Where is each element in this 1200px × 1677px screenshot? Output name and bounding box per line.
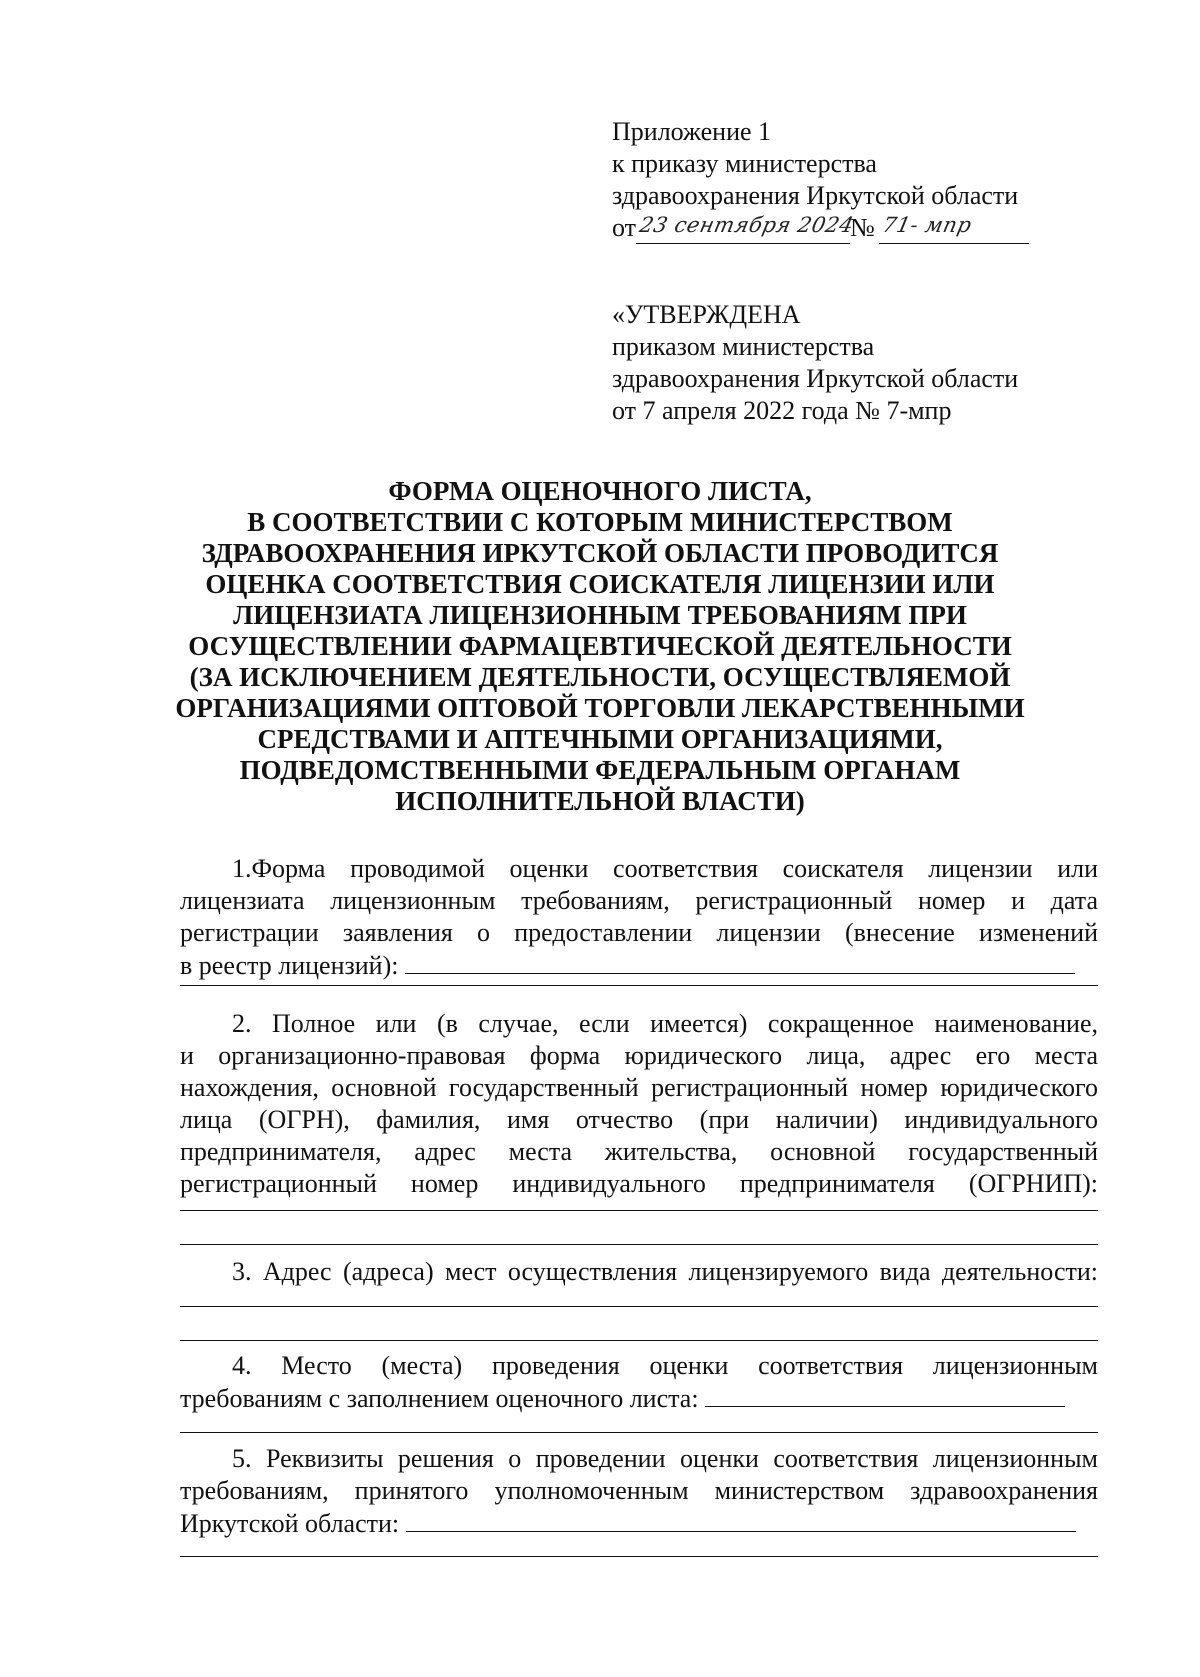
title-line: ПОДВЕДОМСТВЕННЫМИ ФЕДЕРАЛЬНЫМ ОРГАНАМ xyxy=(239,755,961,785)
item-1-line xyxy=(180,949,1098,982)
number-field xyxy=(879,213,1029,244)
document-title xyxy=(150,476,1050,817)
title-line: СРЕДСТВАМИ И АПТЕЧНЫМИ ОРГАНИЗАЦИЯМИ, xyxy=(257,724,943,754)
title-line: ОСУЩЕСТВЛЕНИИ ФАРМАЦЕВТИЧЕСКОЙ ДЕЯТЕЛЬНОСТИ xyxy=(188,631,1012,661)
item-4-blank-line[interactable] xyxy=(180,1432,1098,1433)
approved-line-3: здравоохранения Иркутской области xyxy=(612,364,1019,393)
title-line: ОЦЕНКА СООТВЕТСТВИЯ СОИСКАТЕЛЯ ЛИЦЕНЗИИ ИЛИ xyxy=(205,569,995,599)
title-line: (ЗА ИСКЛЮЧЕНИЕМ ДЕЯТЕЛЬНОСТИ, ОСУЩЕСТВЛЯЕМОЙ xyxy=(189,662,1011,692)
approval-header xyxy=(612,299,1018,427)
item-3-blank-line[interactable] xyxy=(180,1306,1098,1307)
item-5-last-text: Иркутской области: xyxy=(180,1509,400,1538)
item-2-line: 2. Полное или (в случае, если имеется) сокращенное наименование, xyxy=(232,1009,1098,1038)
item-2-line: предпринимателя, адрес места жительства, основной государственный xyxy=(180,1137,1098,1166)
item-2-line: регистрационный номер индивидуального предпринимателя (ОГРНИП): xyxy=(180,1169,1098,1198)
item-5-line: требованиям, принятого уполномоченным министерством здравоохранения xyxy=(180,1476,1098,1505)
approved-line-4: от 7 апреля 2022 года № 7-мпр xyxy=(612,396,952,425)
item-5 xyxy=(180,1443,1098,1540)
item-5-line: 5. Реквизиты решения о проведении оценки соответствия лицензионным xyxy=(232,1444,1098,1473)
item-2-line: нахождения, основной государственный регистрационный номер юридического xyxy=(180,1073,1098,1102)
title-line: ЛИЦЕНЗИАТА ЛИЦЕНЗИОННЫМ ТРЕБОВАНИЯМ ПРИ xyxy=(233,600,967,630)
item-2 xyxy=(180,1008,1098,1200)
item-5-blank-line[interactable] xyxy=(180,1556,1098,1557)
appendix-line-3: здравоохранения Иркутской области xyxy=(612,181,1019,210)
title-line: В СООТВЕТСТВИИ С КОТОРЫМ МИНИСТЕРСТВОМ xyxy=(247,507,953,537)
title-line: ЗДРАВООХРАНЕНИЯ ИРКУТСКОЙ ОБЛАСТИ ПРОВОДИТСЯ xyxy=(201,538,999,568)
item-1-last-text: в реестр лицензий): xyxy=(180,951,399,980)
item-2-blank-line[interactable] xyxy=(180,1210,1098,1211)
approved-line-2: приказом министерства xyxy=(612,332,875,361)
handwritten-number: 71- мпр xyxy=(880,213,974,237)
approved-line-1: «УТВЕРЖДЕНА xyxy=(612,300,801,329)
item-1-line: регистрации заявления о предоставлении лицензии (внесение изменений xyxy=(180,918,1098,947)
date-prefix: от xyxy=(612,213,637,242)
title-line: ФОРМА ОЦЕНОЧНОГО ЛИСТА, xyxy=(388,476,812,506)
item-5-line xyxy=(180,1507,1098,1540)
date-field xyxy=(636,213,857,244)
title-line: ИСПОЛНИТЕЛЬНОЙ ВЛАСТИ) xyxy=(395,786,805,816)
item-4-line xyxy=(180,1382,1098,1415)
appendix-line-1: Приложение 1 xyxy=(612,117,772,146)
item-4 xyxy=(180,1350,1098,1415)
item-3-line: 3. Адрес (адреса) мест осуществления лицензируемого вида деятельности: xyxy=(232,1257,1098,1286)
item-2-line: лица (ОГРН), фамилия, имя отчество (при наличии) индивидуального xyxy=(180,1105,1098,1134)
item-1-blank-field[interactable] xyxy=(405,949,1075,974)
item-4-last-text: требованиям с заполнением оценочного листа: xyxy=(180,1384,699,1413)
appendix-line-2: к приказу министерства xyxy=(612,149,877,178)
item-4-line: 4. Место (места) проведения оценки соответствия лицензионным xyxy=(232,1351,1098,1380)
appendix-date-line xyxy=(612,212,1029,244)
item-2-blank-line[interactable] xyxy=(180,1244,1098,1245)
item-3 xyxy=(180,1256,1098,1288)
handwritten-date: 23 сентября 2024 xyxy=(637,213,857,237)
item-4-blank-field[interactable] xyxy=(705,1382,1065,1407)
appendix-header xyxy=(612,116,1029,244)
item-1-line: 1.Форма проводимой оценки соответствия соискателя лицензии или xyxy=(232,854,1098,883)
item-1 xyxy=(180,853,1098,982)
item-2-line: и организационно-правовая форма юридического лица, адрес его места xyxy=(180,1041,1098,1070)
title-line: ОРГАНИЗАЦИЯМИ ОПТОВОЙ ТОРГОВЛИ ЛЕКАРСТВЕННЫМИ xyxy=(175,693,1025,723)
item-5-blank-field[interactable] xyxy=(406,1507,1076,1532)
number-label: № xyxy=(850,213,875,242)
item-3-blank-line[interactable] xyxy=(180,1340,1098,1341)
item-1-blank-line[interactable] xyxy=(180,985,1098,986)
item-1-line: лицензиата лицензионным требованиям, регистрационный номер и дата xyxy=(180,886,1098,915)
